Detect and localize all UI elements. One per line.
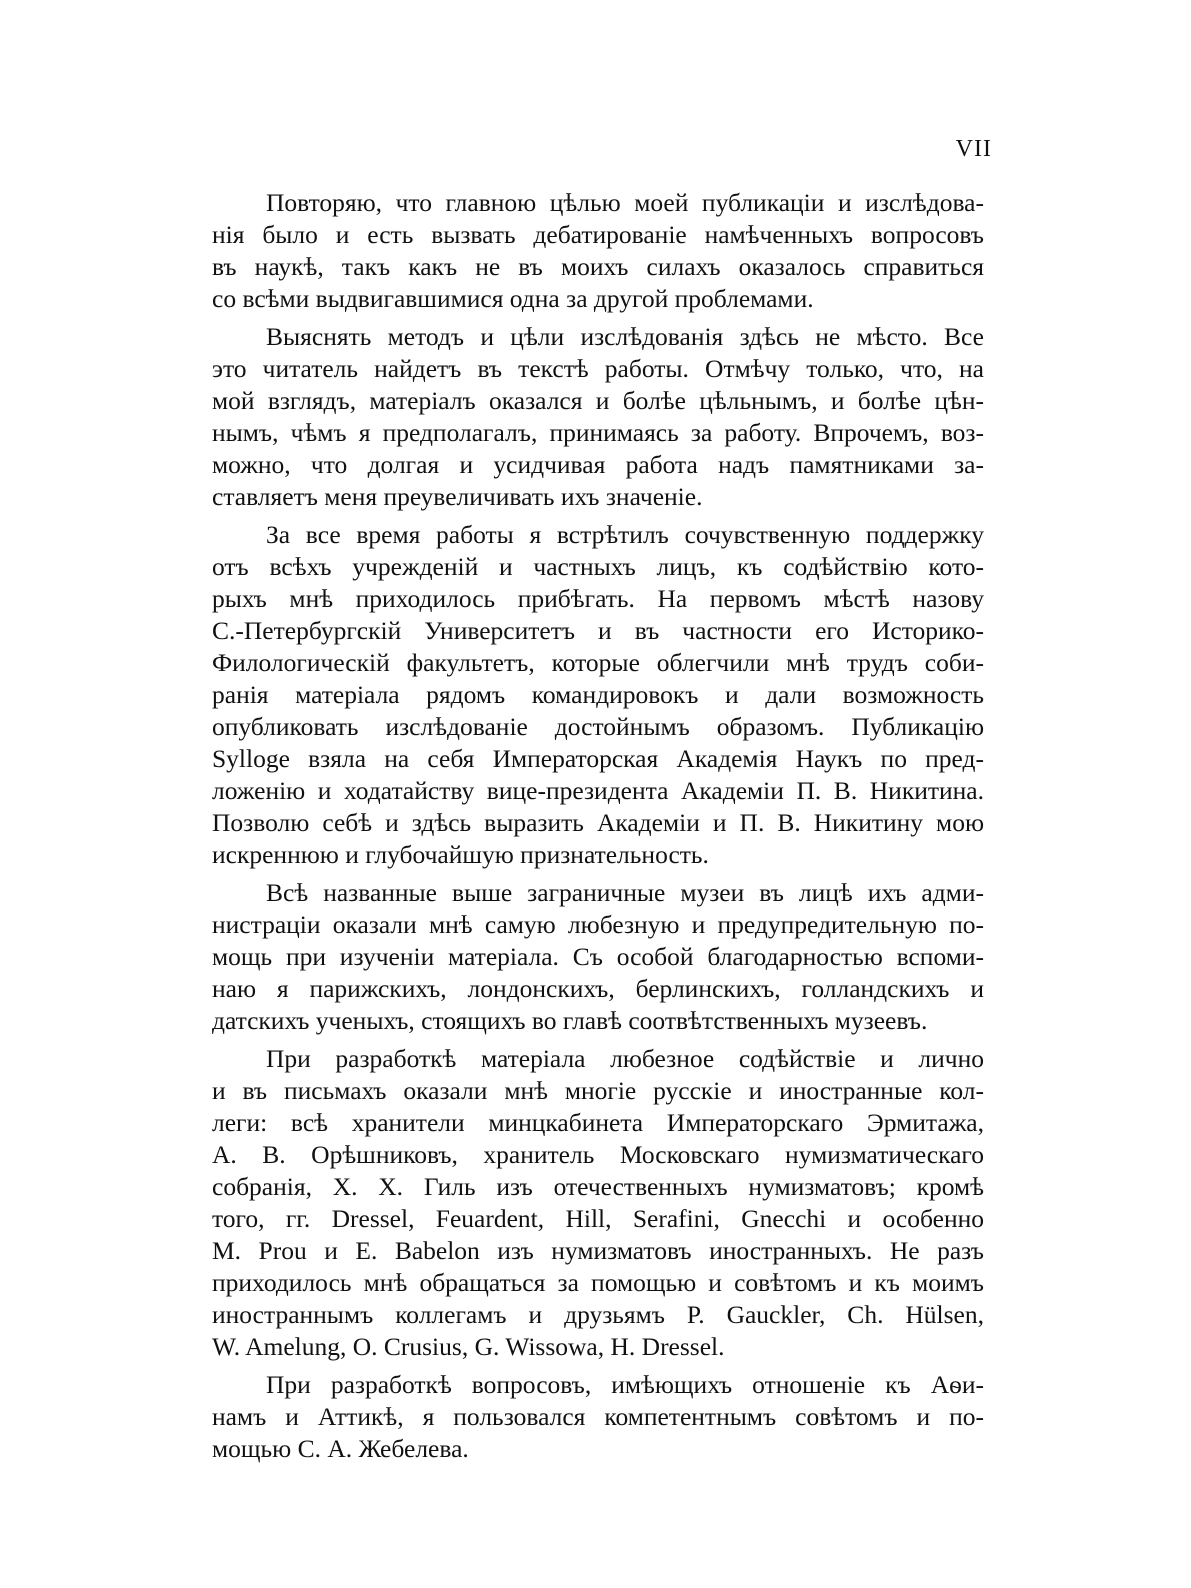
text-line: приходилось мнѣ обращаться за помощью и совѣтомъ и къ моимъ: [212, 1268, 984, 1297]
body-text: [212, 187, 984, 1471]
text-line: нымъ, чѣмъ я предполагалъ, принимаясь за работу. Впрочемъ, воз-: [212, 418, 984, 447]
text-line: За все время работы я встрѣтилъ сочувственную поддержку: [266, 520, 984, 549]
text-line: это читатель найдетъ въ текстѣ работы. Отмѣчу только, что, на: [212, 354, 984, 383]
text-line: ранія матеріала рядомъ командировокъ и дали возможность: [212, 680, 984, 709]
text-line: Sylloge взяла на себя Императорская Академія Наукъ по пред-: [212, 744, 984, 773]
paragraph: [212, 1043, 984, 1363]
text-line: можно, что долгая и усидчивая работа надъ памятниками за-: [212, 450, 984, 479]
text-line: того, гг. Dressel, Feuardent, Hill, Serafini, Gnecchi и особенно: [212, 1204, 984, 1233]
text-line: датскихъ ученыхъ, стоящихъ во главѣ соотвѣтственныхъ музеевъ.: [212, 1006, 928, 1035]
text-line: въ наукѣ, такъ какъ не въ моихъ силахъ оказалось справиться: [212, 252, 984, 281]
text-line: намъ и Аттикѣ, я пользовался компетентнымъ совѣтомъ и по-: [212, 1402, 984, 1431]
text-line: со всѣми выдвигавшимися одна за другой проблемами.: [212, 284, 814, 313]
text-line: Позволю себѣ и здѣсь выразить Академіи и П. В. Никитину мою: [212, 808, 984, 837]
text-line: собранія, Х. Х. Гиль изъ отечественныхъ нумизматовъ; кромѣ: [212, 1172, 984, 1201]
text-line: и въ письмахъ оказали мнѣ многіе русскіе и иностранные кол-: [212, 1076, 984, 1105]
text-line: ставляетъ меня преувеличивать ихъ значеніе.: [212, 482, 703, 511]
text-line: мой взглядъ, матеріалъ оказался и болѣе цѣльнымъ, и болѣе цѣн-: [212, 386, 984, 415]
text-line: мощь при изученіи матеріала. Съ особой благодарностью вспоми-: [212, 942, 984, 971]
paragraph: [212, 1369, 984, 1465]
text-line: рыхъ мнѣ приходилось прибѣгать. На первомъ мѣстѣ назову: [212, 584, 984, 613]
text-line: Всѣ названные выше заграничные музеи въ лицѣ ихъ адми-: [266, 878, 984, 907]
paragraph: [212, 519, 984, 871]
text-line: Повторяю, что главною цѣлью моей публикаціи и изслѣдова-: [266, 188, 984, 217]
text-line: леги: всѣ хранители минцкабинета Императорскаго Эрмитажа,: [212, 1108, 984, 1137]
text-line: отъ всѣхъ учрежденій и частныхъ лицъ, къ содѣйствію кото-: [212, 552, 984, 581]
paragraph: [212, 877, 984, 1037]
text-line: С.-Петербургскій Университетъ и въ частности его Историко-: [212, 616, 984, 645]
text-line: нія было и есть вызвать дебатированіе намѣченныхъ вопросовъ: [212, 220, 984, 249]
paragraph: [212, 187, 984, 315]
text-line: нистраціи оказали мнѣ самую любезную и предупредительную по-: [212, 910, 984, 939]
text-line: искреннюю и глубочайшую признательность.: [212, 840, 709, 869]
text-line: иностраннымъ коллегамъ и друзьямъ P. Gauckler, Ch. Hülsen,: [212, 1300, 984, 1329]
text-line: мощью С. А. Жебелева.: [212, 1434, 469, 1463]
page-number: VII: [955, 136, 992, 162]
text-line: Филологическій факультетъ, которые облегчили мнѣ трудъ соби-: [212, 648, 984, 677]
text-line: Выяснять методъ и цѣли изслѣдованія здѣсь не мѣсто. Все: [266, 322, 984, 351]
text-line: А. В. Орѣшниковъ, хранитель Московскаго нумизматическаго: [212, 1140, 984, 1169]
text-line: При разработкѣ матеріала любезное содѣйствіе и лично: [266, 1044, 984, 1073]
text-line: M. Prou и E. Babelon изъ нумизматовъ иностранныхъ. Не разъ: [212, 1236, 984, 1265]
text-line: опубликовать изслѣдованіе достойнымъ образомъ. Публикацію: [212, 712, 984, 741]
text-line: W. Amelung, O. Crusius, G. Wissowa, H. Dressel.: [212, 1332, 725, 1361]
text-line: наю я парижскихъ, лондонскихъ, берлинскихъ, голландскихъ и: [212, 974, 984, 1003]
text-line: ложенію и ходатайству вице-президента Академіи П. В. Никитина.: [212, 776, 984, 805]
paragraph: [212, 321, 984, 513]
text-line: При разработкѣ вопросовъ, имѣющихъ отношеніе къ Аѳи-: [266, 1370, 984, 1399]
